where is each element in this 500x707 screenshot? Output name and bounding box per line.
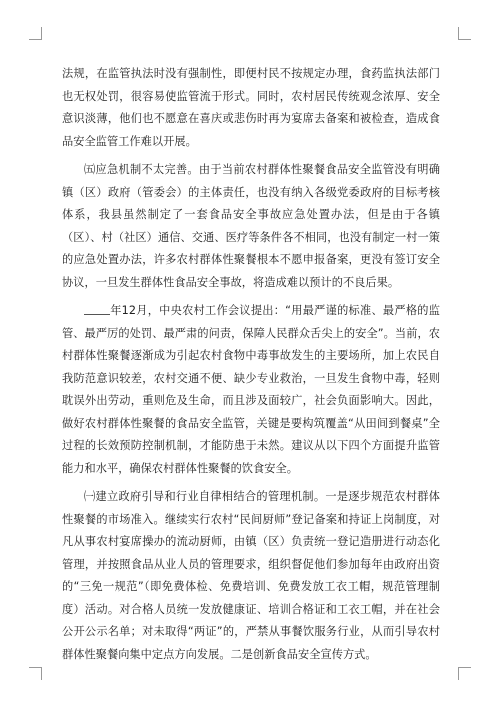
paragraph-continuation: 法规，在监管执法时没有强制性，即便村民不按规定办理，食药监执法部门也无权处罚，很容易使监管流于形式。同时，农村居民传统观念浓厚、安全意识淡薄，他们也不愿意在喜庆或悲伤时再为宴席去备案和被检查，造成食品安全监管工作难以开展。	[62, 67, 440, 148]
paragraph-central-conference	[62, 300, 440, 480]
crop-mark-top-left	[29, 27, 42, 40]
body-text	[62, 63, 440, 672]
paragraph-central-conference-text: 年12月，中央农村工作会议提出：“用最严谨的标准、最严格的监管、最严厉的处罚、最严肃的问责，保障人民群众舌尖上的安全”。当前，农村群体性聚餐逐渐成为引起农村食物中毒事故发生的主要场所，加上农民自我防范意识较差，农村交通不便、缺少专业救治，一旦发生食物中毒，轻则耽误外出劳动，重则危及生命，而且涉及面较广，社会负面影响大。因此，做好农村群体性聚餐的食品安全监管，关键是要构筑覆盖“从田间到餐桌”全过程的长效预防控制机制，才能防患于未然。建议从以下四个方面提升监管能力和水平，确保农村群体性聚餐的饮食安全。	[62, 304, 440, 475]
crop-mark-bottom-left	[29, 667, 42, 680]
year-blank	[84, 303, 110, 315]
crop-mark-bottom-right	[458, 667, 471, 680]
paragraph-emergency-mechanism: ㈤应急机制不太完善。由于当前农村群体性聚餐食品安全监管没有明确镇（区）政府（管委会）的主体责任，也没有纳入各级党委政府的目标考核体系，我县虽然制定了一套食品安全事故应急处置办法，但是由于各镇（区）、村（社区）通信、交通、医疗等条件各不相同，也没有制定一村一策的应急处置办法，许多农村群体性聚餐根本不愿申报备案，更没有签订安全协议，一旦发生群体性食品安全事故，将造成难以预计的不良后果。	[62, 163, 440, 289]
paragraph-management-mechanism: ㈠建立政府引导和行业自律相结合的管理机制。一是逐步规范农村群体性聚餐的市场准入。继续实行农村“民间厨师”登记备案和持证上岗制度，对凡从事农村宴席操办的流动厨师，由镇（区）负责统一登记造册进行动态化管理，并按照食品从业人员的管理要求，组织督促他们参加每年由政府出资的“三免一规范”（即免费体检、免费培训、免费发放工衣工帽，规范管理制度）活动。对合格人员统一发放健康证、培训合格证和工衣工帽，并在社会公开公示名单；对未取得“两证”的，严禁从事餐饮服务行业，从而引导农村群体性聚餐向集中定点方向发展。二是创新食品安全宣传方式。	[62, 490, 440, 661]
crop-mark-top-right	[458, 27, 471, 40]
